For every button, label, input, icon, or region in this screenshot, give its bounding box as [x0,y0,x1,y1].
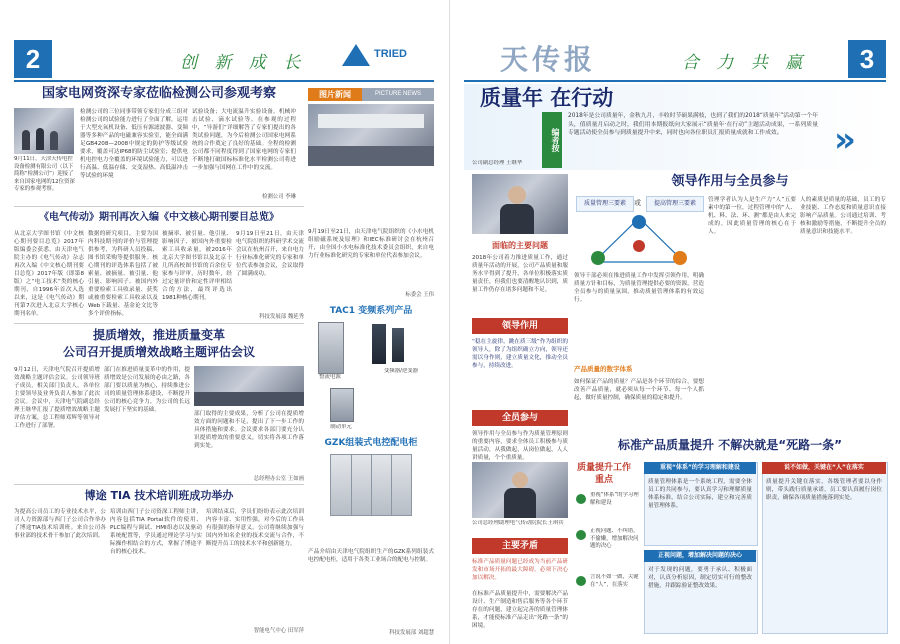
diagram-right-label: 提高管理三要素 [653,200,696,207]
logo-triangle-icon [342,44,370,66]
section-prod-text: 如何保证产品的质量？产品是各个环节的综合，要想改善产品质量，就必须从每一个环节、每一个人抓起，做好质量控制，确保质量的稳定和提升。 [574,379,704,401]
rectifier-image [318,322,344,374]
product-signature: 科技发展部 刘超慧 [389,630,434,636]
article2-col4: 9月19日至21日，由天津电气院组织的科研学术交流会议在杭州召开，来自电力行业标准化研究的专家和单位代表参加会议，会议取得了圆满成功。 [236,231,304,277]
inverter-image-2 [392,328,404,362]
picture-news-photo [308,104,434,166]
main-contradiction-text: 标准产品质量问题已经成为当前产品研发和市场开拓的最大障碍，必须下决心加以解决。 [472,559,568,581]
article3-photo [194,366,304,406]
picture-news-label-en: PICTURE NEWS [362,88,434,101]
right-box-title: 说不如做，关键在“人”在落实 [762,462,886,474]
logo [342,42,412,70]
section-leader-title: 领导作用 [472,318,568,334]
article4-col1: 为提高公司员工的专业技术水平，公司人力资源部与西门子公司合作举办了博途TIA技术培训班。来自公司各事业部的技术骨干参加了此次培训。 [14,509,106,539]
article-leader-col2: 人的素质是质量的基础，员工的专业技能、工作态度和质量意识直接影响产品质量。公司通过培训、考核和激励等措施，不断提升全员的质量意识和技能水平。 [800,197,886,235]
article-leader-title: 领导作用与全员参与 [671,174,789,189]
mid-box-title: 重视“体系”的学习理解和建设 [644,462,756,474]
article4-title: 博途 TIA 技术培训班成功举办 [84,489,234,502]
chevron-right-icon: » [834,120,856,160]
article3-title-line1: 提质增效，推进质量变革 [92,328,225,342]
right-box-text: 质量提升关键在落实，各级管理者要以身作则，带头践行质量承诺，员工要认真履行岗位职责，确保各项质量措施落到实处。 [766,479,882,501]
section-leader-text: “稳在主旋律，跳在质三级”作为组织的领导人，除了为组织确立方向，领导还需以身作则，建立质量文化，推动全员参与，持续改进。 [472,339,568,369]
label-power: 整流电源 [319,374,341,380]
main-contradiction-title: 主要矛盾 [472,538,568,554]
article1-col2: 试验设备；大电流温升实验设备。机械冲击试验、滴水试验等。在参观的过程中，“导游们”详细解答了专家们提出的各类试验问题，为今后检测公司国家电网系统的合作奠定了良好的基础。全程的检测公司都不同程度得到了国家电网的专家们不断地打破国标标准化水平检测公司将进一步加强与国网在工作中的交流。 [192,109,296,171]
article-leader-col1: 管理学者认为人是生产力“人”五要素中的第一位，过程管理中的“人、机、料、法、环、测”都是由人来完成的。因此质量管理的核心在于人。 [708,197,796,235]
leader-photo-caption: 公司副总经理 王继华 [472,160,523,166]
label-inverter: 变频器/逆变器 [383,368,419,374]
article1-signature: 检测公司 李琳 [261,194,296,200]
article2-col3: 被摘率、被引量、他引量、影响因子、被国内外重要检索工具收录量，被2016年北京大学图书馆以及北京十几所高校图书馆的百余位专家参与评审，历时数年，经过定量评价和定性评审相结合的方法，最终评选出1981种核心期刊。 [162,231,232,301]
article3-col2: 部门在推进质量变革中的作用，提质增效是公司发展的必由之路，各部门要以质量为核心，持续推进公司的质量管理体系建设，不断提升公司的核心竞争力，为公司的长远发展打下坚实的基础。 [104,367,190,413]
brake-unit-image [330,388,354,422]
article2-signature: 科技发展部 魏延秀 [259,314,304,320]
point3: 言说不如一做，关键在“人”，在落实 [590,574,639,588]
article1-col1: 检测公司的三位同事带领专家们分成三组对检测公司的试验能力进行了全面了解，运用于大型充氧机设备、低压有源滤波器、变频器等多种产品的电磁兼容实验室，能全面满足GB4208—2008中规定的防护等级试验要求，覆盖可达IP68的防尘试验室；提供电机电控电力全覆盖的环境试验能力，可以进行高温、低温存储、交变湿热、高低温冲击等试验的环境 [80,109,188,179]
product-title-gzk: GZK组装式电控配电柜 [324,438,418,448]
triangle-diagram-icon [584,214,694,266]
point1: 重视“体系”的学习理解和建设 [590,492,639,506]
article3-col1: 9月12日，天津电气院召开提质增效战略主题评估会议。公司领导班子成员，相关部门负责人，各单位主要领导及业务负责人参加了此次会议。会议中，天津电气院副总经理王继华汇报了提质增效战略主题评估方案，总工程师邓辉等领导对工作进行了部署。 [14,367,100,429]
header-motto-right: 合 力 共 赢 [682,53,809,73]
header-rule-right [464,80,886,82]
article4-col3: 培训结束后，学员们纷纷表示此次培训内容丰富、实用性强，对今后的工作具有很强的指导意义。公司将继续加强与国内外知名企业的技术交流与合作，不断提升员工的技术水平和创新能力。 [206,509,304,547]
diagram-or-label: 或 [634,199,641,207]
article4-col2: 培训由西门子公司资深工程师主讲，内容包括TIA Portal软件的使用、PLC编程与调试、HMI组态以及驱动系统配置等，学员通过理论学习与实际操作相结合的方式，掌握了博途平台的核心技术。 [110,509,202,555]
section-all-text: 领导作用与全员参与作为质量管理原则的重要内容，要求全体员工积极参与质量活动，从我做起，从岗位做起，人人讲质量，个个重质量。 [472,431,568,460]
article4-signature: 智能电气中心 田军萍 [253,628,304,634]
article3-col3: 部门取得的主要成果，分析了公司在提质增效方面的问题和不足，提出了下一步工作的具体措施和要求。会议要求各部门要充分认识提质增效的重要意义，切实将各项工作落到实处。 [194,411,304,449]
article-standard-col: 在标准产品质量提升中，需要解决产品设计、生产制造和售后服务等各个环节存在的问题，建立起完善的质量管理体系，才能使标准产品走出“死路一条”的困境。 [472,591,568,629]
picture-news-label: 图片新闻 [308,88,362,101]
right-page [450,0,900,644]
diagram-left-label: 质量管理三要素 [583,200,626,207]
article1-title: 国家电网资深专家莅临检测公司参观考察 [41,86,276,101]
mid-box2-text: 对于发现的问题，要勇于承认、积极面对，认真分析原因，制定切实可行的整改措施，并跟踪验证整改效果。 [648,567,752,589]
picture-news-caption: 9月19日至21日，由天津电气院组织的《小水电机组励磁系统及原理》和IEC标准研讨会在杭州召开，由全国小水电标准化技术委员会组织，来自电力行业标准化研究的专家和单位代表参加会议。 [308,229,434,259]
point2: 正视问题、不纠错，不偷懒，增加解决问题的决心 [590,528,639,549]
point1-bullet-icon [576,494,586,504]
header-motto-left: 创 新 成 长 [180,53,307,73]
header-rule-left [14,80,434,82]
logo-text: TRIED [374,48,407,60]
article1-caption: 9月11日，天津天传电控设备检测有限公司（以下简称“检测公司”）迎接了来自国家电网的12位资深专家的参观考察。 [14,156,75,192]
manager-photo [472,462,568,518]
gzk-cabinet-image [330,454,412,516]
picture-news-signature: 标委会 王伟 [405,292,434,298]
section-prod-title: 产品质量的数字体系 [574,365,633,373]
mid-box2-title: 正视问题，增加解决问题的决心 [644,550,756,562]
article1-photo [14,108,74,154]
section-mid-text: 领导干部必须在推进质量工作中发挥引领作用，明确质量方针和目标，为质量管理提供必要的资源，营造全员参与的质量氛围，推动质量管理体系的有效运行。 [574,273,704,303]
banner-title: 质量年 在行动 [480,86,614,110]
diagram-right-box [646,196,704,212]
article3-signature: 总经理办公室 王如画 [253,476,304,482]
page-number-right: 3 [848,40,886,78]
quality-box-title: 质量提升工作重点 [576,463,631,485]
section-all-title: 全员参与 [472,410,568,426]
masthead: 天传报 [500,43,597,76]
page-number-left: 2 [14,40,52,78]
label-brake: 制动单元 [330,424,352,430]
editor-note-label: 编者按 [542,112,562,168]
leader-photo [472,174,568,234]
triangle-diagram [584,214,694,266]
section-problems-text: 2018年公司着力推进质量工作，通过质量年活动的开展，公司产品质量和服务水平得到了提升，各单位积极落实质量责任，但我们也要清醒地认识到，质量工作仍存在诸多问题和不足。 [472,255,568,293]
point2-bullet-icon [576,530,586,540]
article-standard-title: 标准产品质量提升 不解决就是“死路一条” [618,438,842,452]
manager-photo-caption: 公司总经理助理电气传动院院长王琪宾 [472,520,564,526]
article2-col1: 从北京大学图书馆《中文核心期刊要目总览》2017年版编委会获悉，由天津电气院主办的《电气传动》杂志再次入编《中文核心期刊要目总览》2017年版（即第8版）之“电工技术”类的核心期刊，自1996年首次入选以来，这是《电气传动》期刊第7次进入北京大学核心期刊名单。 [14,231,84,317]
editor-note: 2018年是公司质量年，金秋九月，丰收时节硕果满枝，也到了我们的2018“质量年”活动第一个年头，值质量月启动之时，我们用本期报纸向大家展示“质量年·在行动”主题活动成果，一系列质量专题活动使全员参与到质量提升中来，同时也向各位职员汇报质量成就和工作成效。 [568,113,818,136]
product-caption: 产品介绍由天津电气院组织生产的GZK系列组装式电控配电柜，适用于各类工业场合的配电与控制。 [308,549,434,563]
inverter-image [372,324,386,364]
mid-box-text: 质量管理体系是一个系统工程，需要全体员工的共同参与，要认真学习和理解质量体系标准，结合公司实际，建立和完善质量管理体系。 [648,479,752,509]
point3-bullet-icon [576,576,586,586]
diagram-left-box [576,196,634,212]
article2-col2: 数据的研究项目，主要为国内科技期刊的评价与管理提供参考，为科研人员投稿、图书馆采购等提供服务。核心期刊的评选体系包括了被索量、被摘量、被引量、他引量、影响因子、被国内外重要检索工具收录量、获奖或被重要检索工具收录以及Web下载量、基金论文比等多个评价指标。 [88,231,158,317]
article2-title: 《电气传动》期刊再次入编《中文核心期刊要目总览》 [39,212,279,223]
article3-title-line2: 公司召开提质增效战略主题评估会议 [62,345,255,359]
product-title-tac1: TAC1 变频系列产品 [329,306,413,316]
section-problems-title: 面临的主要问题 [492,241,548,250]
